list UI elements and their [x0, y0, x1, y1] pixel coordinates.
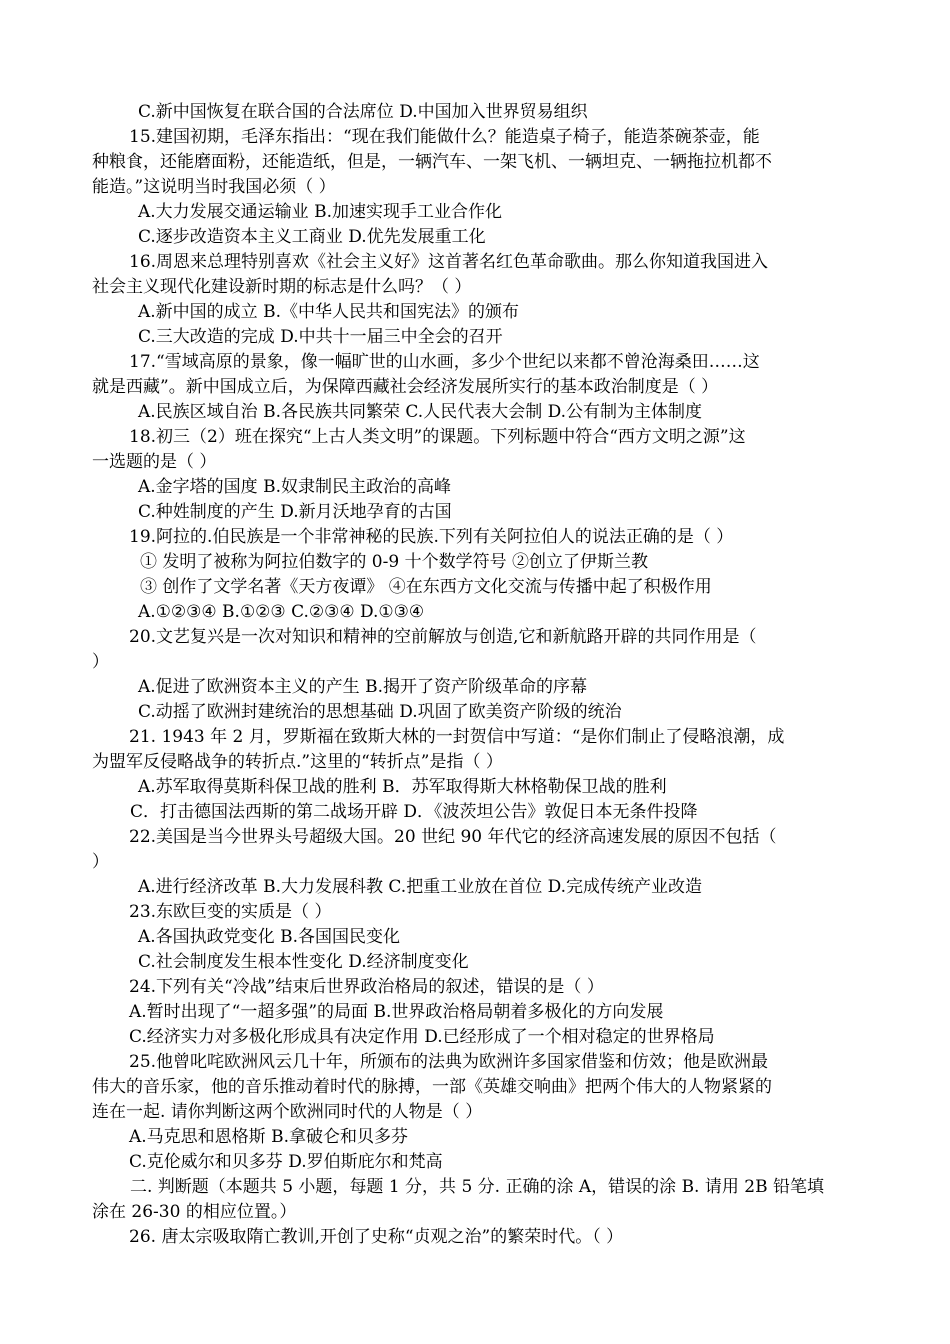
option-line: C．打击德国法西斯的第二战场开辟 D．《波茨坦公告》敦促日本无条件投降 — [130, 802, 698, 822]
question-24: 24.下列有关“冷战”结束后世界政治格局的叙述，错误的是（ ） — [129, 977, 604, 997]
question-26: 26. 唐太宗吸取隋亡教训,开创了史称“贞观之治”的繁荣时代。（ ） — [129, 1227, 624, 1247]
option-line: C.社会制度发生根本性变化 D.经济制度变化 — [138, 952, 469, 972]
question-line: 为盟军反侵略战争的转折点.”这里的“转折点”是指（ ） — [92, 752, 503, 772]
section-heading-line: 涂在 26-30 的相应位置。） — [92, 1202, 297, 1222]
option-line: A.金字塔的国度 B.奴隶制民主政治的高峰 — [138, 477, 451, 497]
statement-line: ③ 创作了文学名著《天方夜谭》 ④在东西方文化交流与传播中起了积极作用 — [140, 577, 712, 597]
option-line: A.苏军取得莫斯科保卫战的胜利 B．苏军取得斯大林格勒保卫战的胜利 — [138, 777, 667, 797]
question-line: 社会主义现代化建设新时期的标志是什么吗？（ ） — [92, 277, 472, 297]
option-line: C.经济实力对多极化形成具有决定作用 D.已经形成了一个相对稳定的世界格局 — [129, 1027, 715, 1047]
question-20: 20.文艺复兴是一次对知识和精神的空前解放与创造,它和新航路开辟的共同作用是（ — [129, 627, 757, 647]
question-23: 23.东欧巨变的实质是（ ） — [129, 902, 332, 922]
question-line: 伟大的音乐家，他的音乐推动着时代的脉搏，一部《英雄交响曲》把两个伟大的人物紧紧的 — [92, 1077, 772, 1097]
question-line: 能造。”这说明当时我国必须（ ） — [92, 177, 336, 197]
option-line: A.进行经济改革 B.大力发展科教 C.把重工业放在首位 D.完成传统产业改造 — [138, 877, 703, 897]
statement-line: ① 发明了被称为阿拉伯数字的 0-9 十个数学符号 ②创立了伊斯兰教 — [140, 552, 648, 572]
option-line: C.克伦威尔和贝多芬 D.罗伯斯庇尔和梵高 — [129, 1152, 443, 1172]
question-line: ） — [92, 652, 109, 672]
option-line: C.新中国恢复在联合国的合法席位 D.中国加入世界贸易组织 — [138, 102, 588, 122]
option-line: A.①②③④ B.①②③ C.②③④ D.①③④ — [138, 602, 425, 622]
option-line: A.各国执政党变化 B.各国国民变化 — [138, 927, 400, 947]
question-16: 16.周恩来总理特别喜欢《社会主义好》这首著名红色革命歌曲。那么你知道我国进入 — [129, 252, 769, 272]
option-line: A.大力发展交通运输业 B.加速实现手工业合作化 — [138, 202, 502, 222]
question-21: 21. 1943 年 2 月，罗斯福在致斯大林的一封贺信中写道：“是你们制止了侵略浪潮，成 — [129, 727, 785, 747]
question-line: ） — [92, 852, 109, 872]
option-line: C.三大改造的完成 D.中共十一届三中全会的召开 — [138, 327, 503, 347]
option-line: A.促进了欧洲资本主义的产生 B.揭开了资产阶级革命的序幕 — [138, 677, 587, 697]
option-line: C.动摇了欧洲封建统治的思想基础 D.巩固了欧美资产阶级的统治 — [138, 702, 622, 722]
option-line: A.马克思和恩格斯 B.拿破仑和贝多芬 — [129, 1127, 408, 1147]
question-25: 25.他曾叱咤欧洲风云几十年，所颁布的法典为欧洲许多国家借鉴和仿效；他是欧洲最 — [129, 1052, 769, 1072]
question-18: 18.初三（2）班在探究“上古人类文明”的课题。下列标题中符合“西方文明之源”这 — [129, 427, 746, 447]
question-22: 22.美国是当今世界头号超级大国。20 世纪 90 年代它的经济高速发展的原因不包括（ — [129, 827, 777, 847]
option-line: A.暂时出现了“一超多强”的局面 B.世界政治格局朝着多极化的方向发展 — [129, 1002, 664, 1022]
question-19: 19.阿拉的.伯民族是一个非常神秘的民族.下列有关阿拉伯人的说法正确的是（ ） — [129, 527, 734, 547]
question-17: 17.“雪域高原的景象，像一幅旷世的山水画，多少个世纪以来都不曾沧海桑田……这 — [129, 352, 760, 372]
option-line: A.民族区域自治 B.各民族共同繁荣 C.人民代表大会制 D.公有制为主体制度 — [138, 402, 703, 422]
option-line: C.种姓制度的产生 D.新月沃地孕育的古国 — [138, 502, 452, 522]
question-line: 种粮食，还能磨面粉，还能造纸，但是，一辆汽车、一架飞机、一辆坦克、一辆拖拉机都不 — [92, 152, 772, 172]
question-15: 15.建国初期，毛泽东指出：“现在我们能做什么？能造桌子椅子，能造茶碗茶壶，能 — [129, 127, 760, 147]
question-line: 连在一起. 请你判断这两个欧洲同时代的人物是（ ） — [92, 1102, 483, 1122]
option-line: C.逐步改造资本主义工商业 D.优先发展重工化 — [138, 227, 486, 247]
question-line: 就是西藏”。新中国成立后，为保障西藏社会经济发展所实行的基本政治制度是（ ） — [92, 377, 719, 397]
question-line: 一选题的是（ ） — [92, 452, 217, 472]
section-heading: 二. 判断题（本题共 5 小题，每题 1 分，共 5 分. 正确的涂 A，错误的涂 B. 请用 2B 铅笔填 — [130, 1177, 824, 1197]
option-line: A.新中国的成立 B.《中华人民共和国宪法》的颁布 — [138, 302, 519, 322]
